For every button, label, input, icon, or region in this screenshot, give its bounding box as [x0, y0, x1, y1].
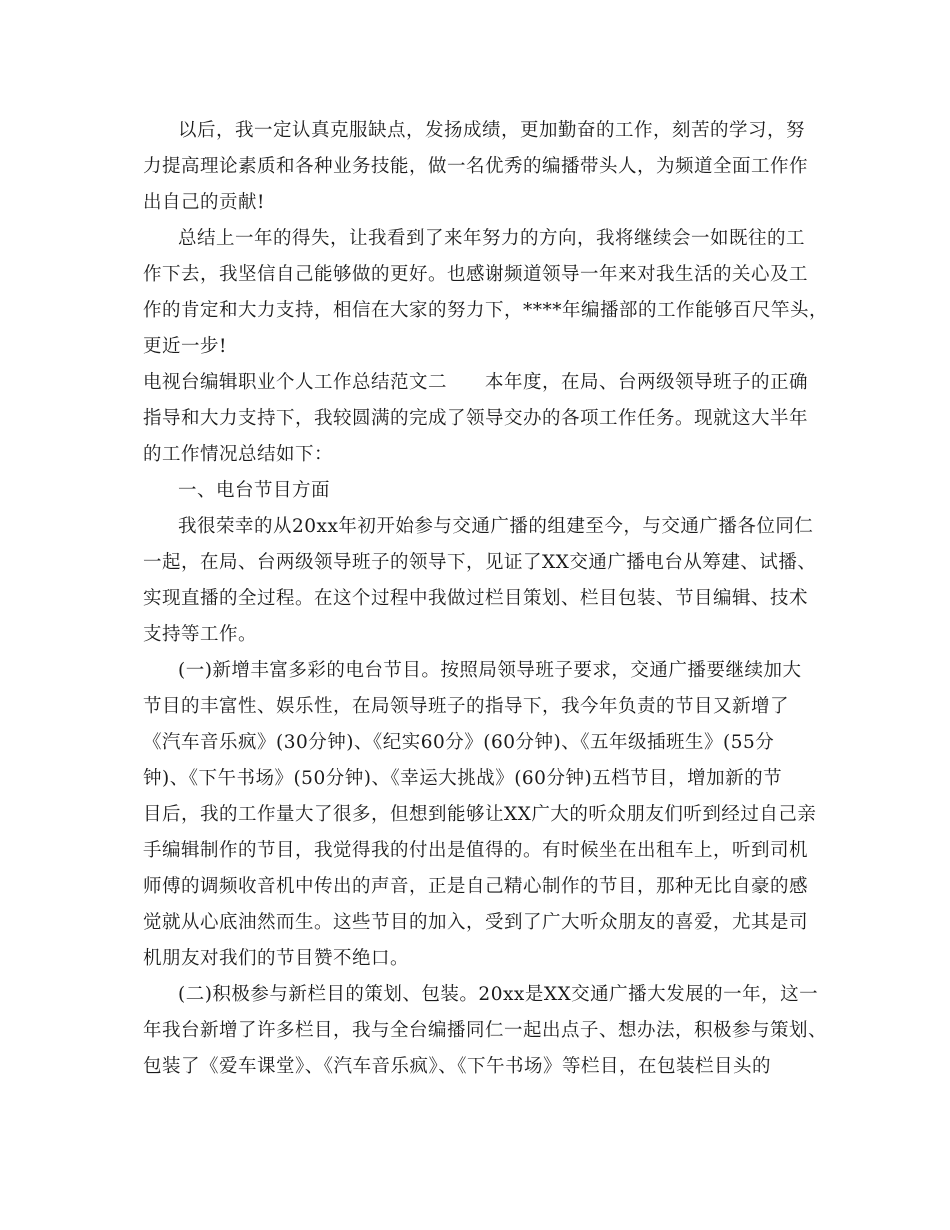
text-line: 年我台新增了许多栏目，我与全台编播同仁一起出点子、想办法，积极参与策划、: [143, 1020, 828, 1041]
text-line: 以后，我一定认真克服缺点，发扬成绩，更加勤奋的工作，刻苦的学习，努: [178, 120, 806, 141]
text-line: 《汽车音乐疯》(30分钟)、《纪实60分》(60分钟)、《五年级插班生》(55分: [143, 732, 775, 753]
text-line: (二)积极参与新栏目的策划、包装。20xx是XX交通广播大发展的一年，这一: [178, 984, 819, 1005]
text-line: 包装了《爱车课堂》、《汽车音乐疯》、《下午书场》等栏目，在包装栏目头的: [143, 1056, 772, 1077]
text-line: 手编辑制作的节目，我觉得我的付出是值得的。有时候坐在出租车上，听到司机: [143, 840, 809, 861]
text-line: 觉就从心底油然而生。这些节目的加入，受到了广大听众朋友的喜爱，尤其是司: [143, 912, 809, 933]
section-heading: 一、电台节目方面: [178, 480, 331, 501]
text-line: 机朋友对我们的节目赞不绝口。: [143, 948, 410, 969]
text-line: 节目的丰富性、娱乐性，在局领导班子的指导下，我今年负责的节目又新增了: [143, 696, 790, 717]
text-line: 指导和大力支持下，我较圆满的完成了领导交办的各项工作任务。现就这大半年: [143, 408, 809, 429]
text-line: 更近一步!: [143, 336, 227, 357]
text-line: 力提高理论素质和各种业务技能，做一名优秀的编播带头人，为频道全面工作作: [143, 156, 809, 177]
text-line: 的工作情况总结如下：: [143, 444, 334, 465]
text-line: (一)新增丰富多彩的电台节目。按照局领导班子要求，交通广播要继续加大: [178, 660, 802, 681]
text-line: 电视台编辑职业个人工作总结范文二 本年度，在局、台两级领导班子的正确: [143, 372, 809, 393]
text-line: 目后，我的工作量大了很多，但想到能够让XX广大的听众朋友们听到经过自己亲: [143, 804, 817, 825]
text-line: 出自己的贡献!: [143, 192, 265, 213]
text-line: 支持等工作。: [143, 624, 258, 645]
text-line: 我很荣幸的从20xx年初开始参与交通广播的组建至今，与交通广播各位同仁: [178, 516, 814, 537]
text-line: 一起，在局、台两级领导班子的领导下，见证了XX交通广播电台从筹建、试播、: [143, 552, 817, 573]
text-line: 实现直播的全过程。在这个过程中我做过栏目策划、栏目包装、节目编辑、技术: [143, 588, 809, 609]
text-line: 总结上一年的得失，让我看到了来年努力的方向，我将继续会一如既往的工: [178, 228, 806, 249]
text-line: 作的肯定和大力支持，相信在大家的努力下，****年编播部的工作能够百尺竿头，: [143, 300, 829, 321]
text-line: 师傅的调频收音机中传出的声音，正是自己精心制作的节目，那种无比自豪的感: [143, 876, 809, 897]
text-line: 钟)、《下午书场》(50分钟)、《幸运大挑战》(60分钟)五档节目，增加新的节: [143, 768, 783, 789]
text-line: 作下去，我坚信自己能够做的更好。也感谢频道领导一年来对我生活的关心及工: [143, 264, 809, 285]
